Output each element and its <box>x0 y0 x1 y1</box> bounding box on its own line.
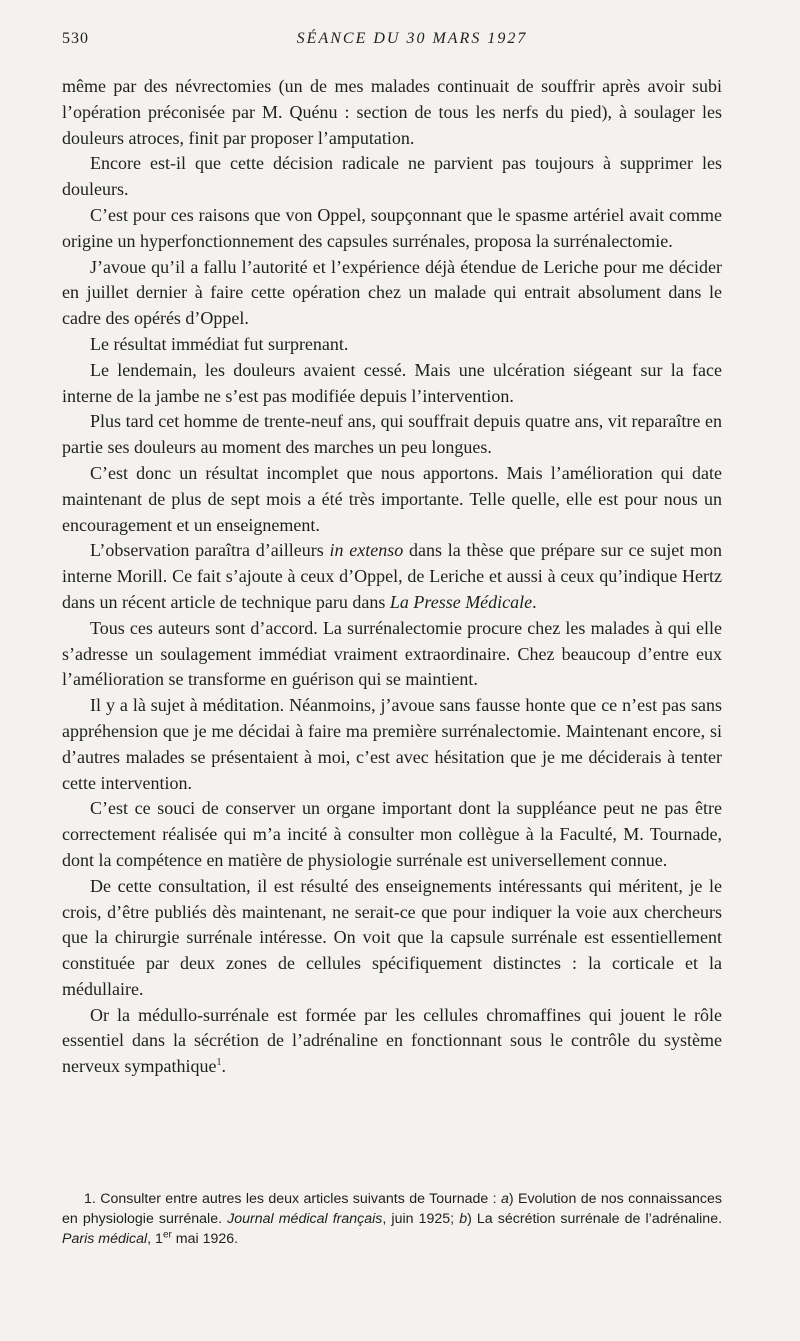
paragraph: C’est donc un résultat incomplet que nous apportons. Mais l’amélioration qui date maintenant de plus de sept mois a été très importante. Telle quelle, elle est pour nous un encouragement et un enseignement. <box>62 462 722 535</box>
running-title: SÉANCE DU 30 MARS 1927 <box>296 30 528 47</box>
text-run: . <box>532 591 537 612</box>
paragraph: Tous ces auteurs sont d’accord. La surrénalectomie procure chez les malades à qui elle s’adresse un soulagement immédiat vraiment extraordinaire. Chez beaucoup d’entre eux l’amélioration se transforme en guérison qui se maintient. <box>62 617 722 690</box>
journal-title: La Presse Médicale <box>389 591 533 612</box>
italic-phrase: in extenso <box>329 540 404 561</box>
text-run: , 1 <box>147 1231 163 1247</box>
text-run: ) Evolution de nos connaissances en physiologie surrénale. <box>62 1191 722 1227</box>
paragraph: C’est pour ces raisons que von Oppel, soupçonnant que le spasme artériel avait comme origine un hyperfonctionnement des capsules surrénales, proposa la surrénalectomie. <box>62 204 722 251</box>
body-text <box>62 74 722 1080</box>
text-run: L’observation paraîtra d’ailleurs <box>90 540 330 561</box>
paragraph: Le lendemain, les douleurs avaient cessé. Mais une ulcération siégeant sur la face interne de la jambe ne s’est pas modifiée depuis l’intervention. <box>62 359 722 406</box>
paragraph: Le résultat immédiat fut surprenant. <box>90 333 349 354</box>
paragraph: J’avoue qu’il a fallu l’autorité et l’expérience déjà étendue de Leriche pour me décider en juillet dernier à faire cette opération chez un malade qui entrait absolument dans le cadre des opérés d’Oppel. <box>62 256 722 329</box>
paragraph: Plus tard cet homme de trente-neuf ans, qui souffrait depuis quatre ans, vit reparaître en partie ses douleurs au moment des marches un peu longues. <box>62 411 722 458</box>
text-run: dans la thèse que prépare sur ce sujet mon interne Morill. Ce fait s’ajoute à ceux d’Oppel, de Leriche et aussi à ceux qu’indique Hertz dans un récent article de technique paru dans <box>62 540 722 612</box>
text-run: ) La sécrétion surrénale de l’adrénaline. <box>467 1211 723 1227</box>
page-number: 530 <box>62 30 89 47</box>
text-run: . <box>221 1056 226 1077</box>
text-run: 1. Consulter entre autres les deux articles suivants de Tournade : <box>84 1191 501 1207</box>
paragraph: Il y a là sujet à méditation. Néanmoins, j’avoue sans fausse honte que ce n’est pas sans appréhension que je me décidai à faire ma première surrénalectomie. Maintenant encore, si d’autres malades se présentaient à moi, c’est avec hésitation que je me déciderais à tenter cette intervention. <box>62 695 722 793</box>
list-marker: a <box>500 1191 509 1207</box>
ordinal-suffix: er <box>162 1229 172 1241</box>
footnote-reference: 1 <box>216 1057 222 1069</box>
running-header <box>62 30 762 52</box>
text-run: , juin 1925; <box>382 1211 460 1227</box>
footnote-text <box>62 1189 722 1249</box>
paragraph: Encore est-il que cette décision radicale ne parvient pas toujours à supprimer les douleurs. <box>62 153 722 200</box>
paragraph: De cette consultation, il est résulté des enseignements intéressants qui méritent, je le crois, d’être publiés dès maintenant, ne serait-ce que pour indiquer la voie aux chercheurs que la chirurgie surrénale intéresse. On voit que la capsule surrénale est essentiellement constituée par deux zones de cellules spécifiquement distinctes : la corticale et la médullaire. <box>62 875 722 999</box>
paragraph: C’est ce souci de conserver un organe important dont la suppléance peut ne pas être correctement réalisée qui m’a incité à consulter mon collègue à la Faculté, M. Tournade, dont la compétence en matière de physiologie surrénale est universellement connue. <box>62 798 722 870</box>
paragraph <box>62 538 722 615</box>
text-run: mai 1926. <box>171 1231 239 1247</box>
list-marker: b <box>459 1211 468 1227</box>
journal-title: Journal médical français <box>227 1211 383 1227</box>
text-run: Or la médullo-surrénale est formée par les cellules chromaffines qui jouent le rôle essentiel dans la sécrétion de l’adrénaline en fonctionnant sous le contrôle du système nerveux sympathique <box>62 1004 722 1077</box>
paragraph: même par des névrectomies (un de mes malades continuait de souffrir après avoir subi l’opération préconisée par M. Quénu : section de tous les nerfs du pied), à soulager les douleurs atroces, finit par proposer l’amputation. <box>62 76 722 148</box>
journal-title: Paris médical <box>62 1231 148 1247</box>
paragraph <box>62 1003 722 1080</box>
footnote <box>62 1189 722 1249</box>
